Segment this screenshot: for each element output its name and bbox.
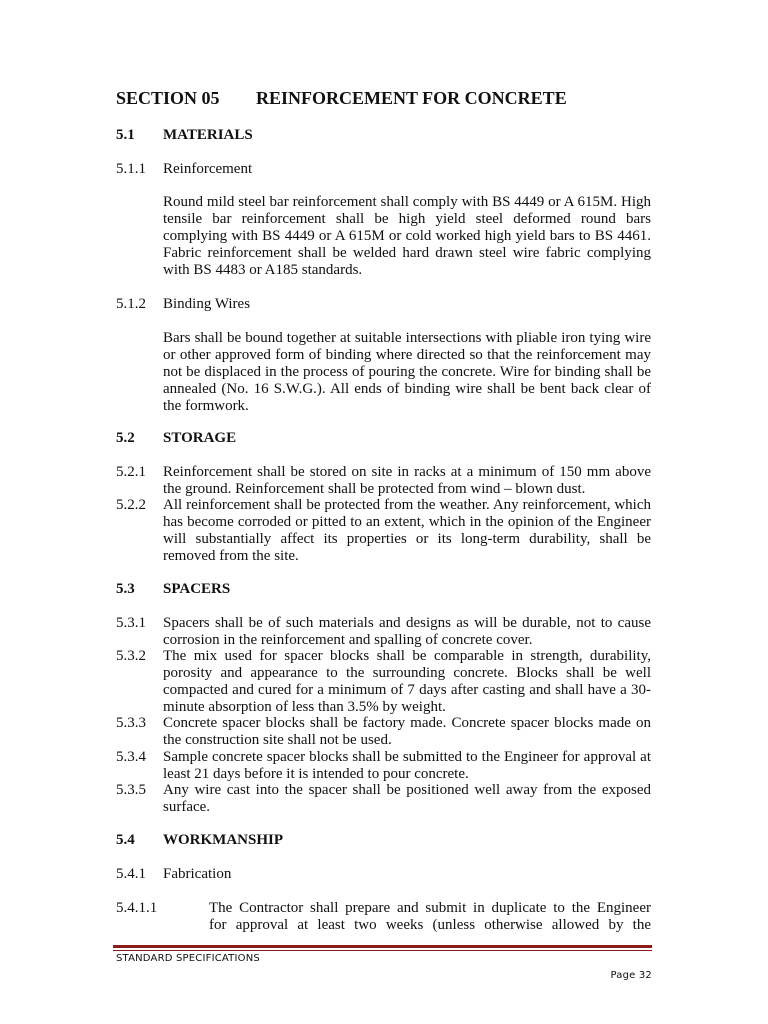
clause-text: The mix used for spacer blocks shall be comparable in strength, durability, porosity and appearance to the surrounding concrete. Blocks shall be well compacted and cured for a minimum of 7 days after casting and shall have a 30-minute absorption of less than 3.5% by weight.	[163, 648, 651, 715]
subheading-5-1-2-title: Binding Wires	[163, 296, 251, 312]
subheading-5-4-1-number: 5.4.1	[116, 866, 146, 882]
heading-5-1-title: MATERIALS	[163, 127, 253, 143]
clause-text: Concrete spacer blocks shall be factory made. Concrete spacer blocks made on the construction site shall not be used.	[163, 715, 651, 748]
clause-number: 5.3.5	[116, 782, 146, 798]
clause-text-line-1: The Contractor shall prepare and submit in duplicate to the Engineer	[209, 900, 651, 916]
paragraph-binding-wires: Bars shall be bound together at suitable intersections with pliable iron tying wire or other approved form of binding where directed so that the reinforcement may not be displaced in the process of pouring the concrete. Wire for binding shall be annealed (No. 16 S.W.G.). All ends of binding wire shall be bent back clear of the formwork.	[163, 330, 651, 414]
heading-5-4-number: 5.4	[116, 832, 135, 848]
clause-text: Spacers shall be of such materials and designs as will be durable, not to cause corrosion in the reinforcement and spalling of concrete cover.	[163, 615, 651, 648]
clause-number: 5.3.4	[116, 749, 146, 765]
footer-title: STANDARD SPECIFICATIONS	[116, 953, 260, 964]
heading-5-1-number: 5.1	[116, 127, 135, 143]
section-number: SECTION 05	[116, 88, 220, 108]
footer-rule-thick	[113, 945, 652, 948]
clause-number: 5.2.1	[116, 464, 146, 480]
clause-number: 5.3.1	[116, 615, 146, 631]
heading-5-2-number: 5.2	[116, 430, 135, 446]
clause-number: 5.2.2	[116, 497, 146, 513]
clause-number: 5.3.3	[116, 715, 146, 731]
clause-text: All reinforcement shall be protected from the weather. Any reinforcement, which has become corroded or pitted to an extent, which in the opinion of the Engineer will substantially affect its properties or its long-term durability, shall be removed from the site.	[163, 497, 651, 564]
subheading-5-1-1-number: 5.1.1	[116, 161, 146, 177]
subheading-5-4-1-title: Fabrication	[163, 866, 232, 882]
footer-rule-thin	[113, 950, 652, 951]
subheading-5-1-1-title: Reinforcement	[163, 161, 253, 177]
paragraph-reinforcement: Round mild steel bar reinforcement shall comply with BS 4449 or A 615M. High tensile bar reinforcement shall be high yield steel deformed round bars complying with BS 4449 or A 615M or cold worked high yield bars to BS 4461. Fabric reinforcement shall be welded hard drawn steel wire fabric complying with BS 4483 or A185 standards.	[163, 194, 651, 278]
page-number: Page 32	[610, 970, 652, 981]
clause-text: Sample concrete spacer blocks shall be submitted to the Engineer for approval at least 21 days before it is intended to pour concrete.	[163, 749, 651, 782]
section-title: REINFORCEMENT FOR CONCRETE	[256, 88, 567, 108]
heading-5-3-title: SPACERS	[163, 581, 231, 597]
clause-text-line-2: for approval at least two weeks (unless otherwise allowed by the	[209, 917, 651, 933]
heading-5-2-title: STORAGE	[163, 430, 237, 446]
clause-text: Reinforcement shall be stored on site in racks at a minimum of 150 mm above the ground. Reinforcement shall be protected from wind – blown dust.	[163, 464, 651, 497]
clause-text: Any wire cast into the spacer shall be positioned well away from the exposed surface.	[163, 782, 651, 815]
heading-5-4-title: WORKMANSHIP	[163, 832, 283, 848]
heading-5-3-number: 5.3	[116, 581, 135, 597]
clause-number: 5.3.2	[116, 648, 146, 664]
clause-number: 5.4.1.1	[116, 900, 158, 916]
subheading-5-1-2-number: 5.1.2	[116, 296, 146, 312]
